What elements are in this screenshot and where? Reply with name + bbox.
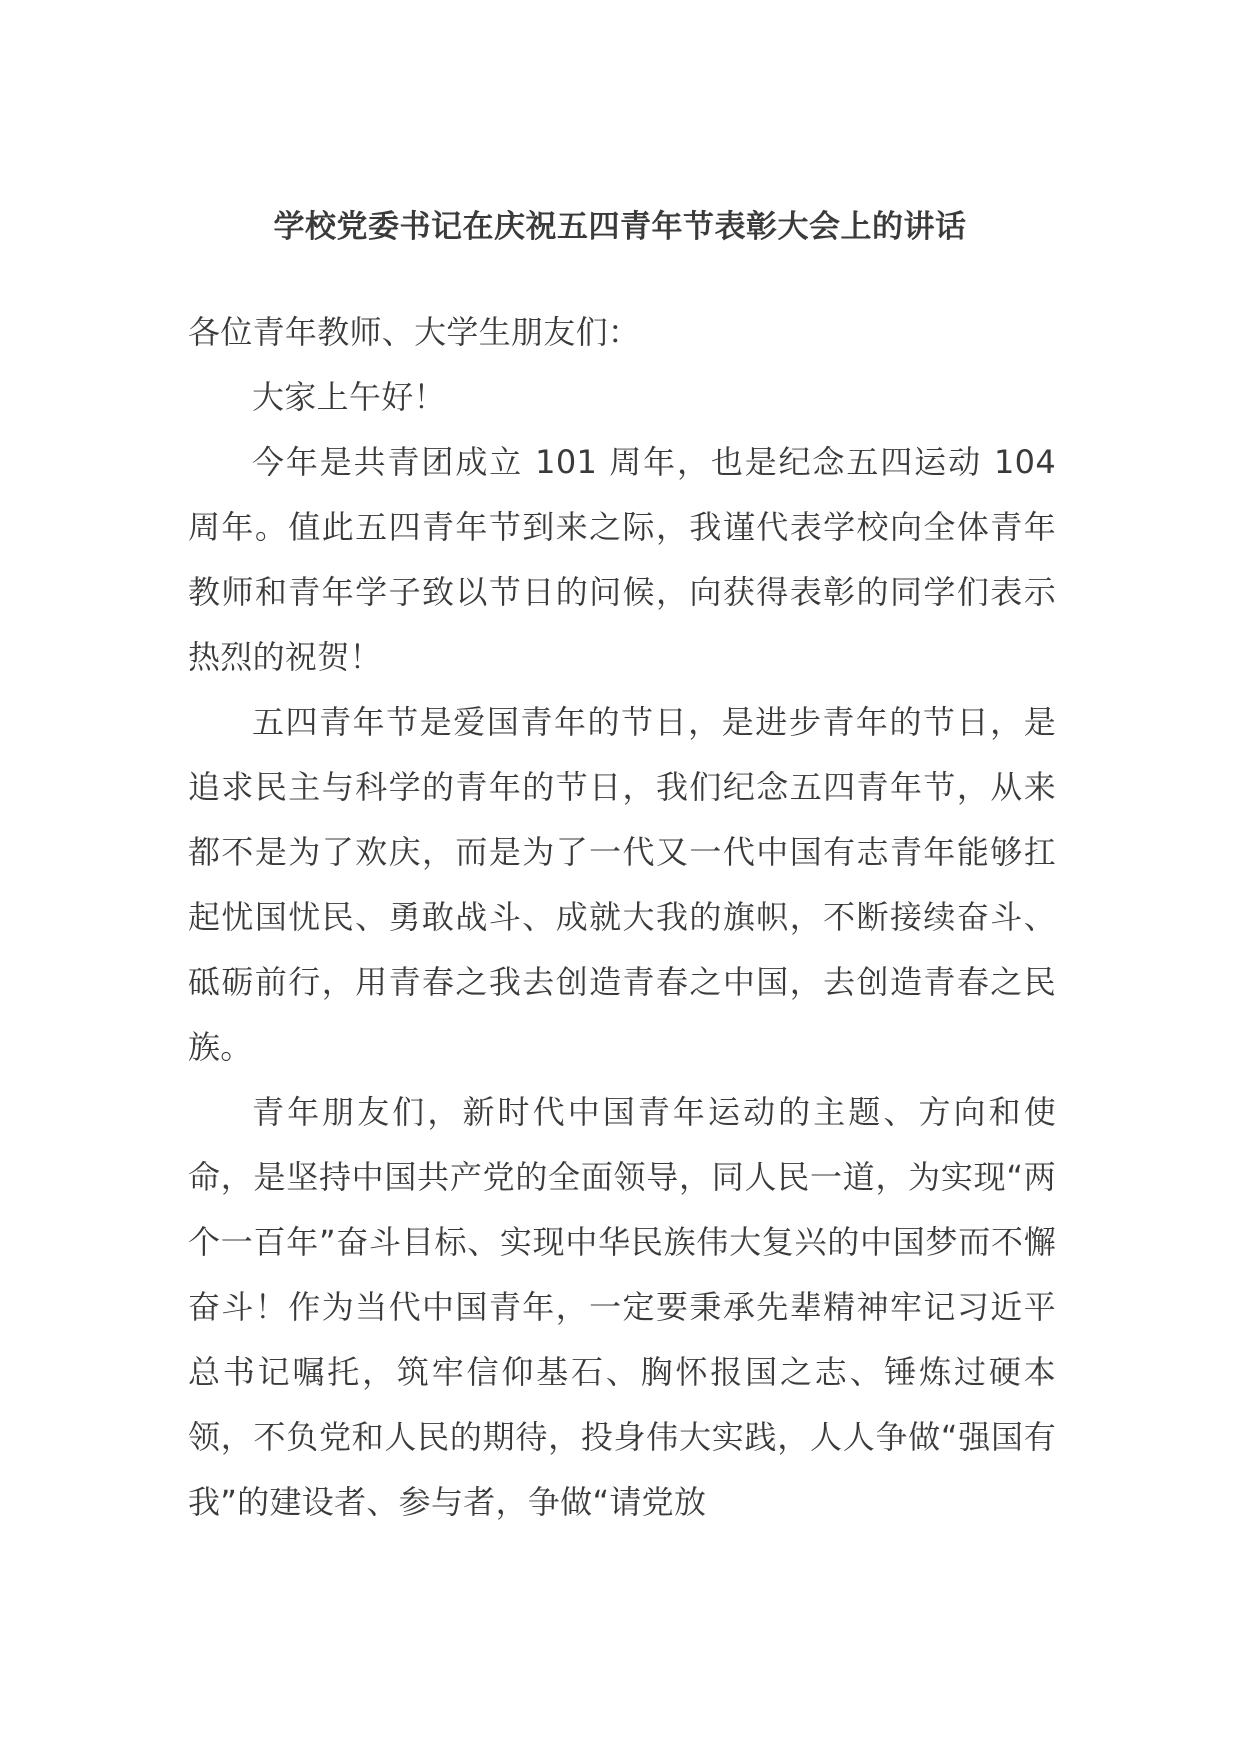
paragraph-youth-day: 五四青年节是爱国青年的节日，是进步青年的节日，是追求民主与科学的青年的节日，我们纪念五四青年节，从来都不是为了欢庆，而是为了一代又一代中国有志青年能够扛起忧国忧民、勇敢战斗、成就大我的旗帜，不断接续奋斗、砥砺前行，用青春之我去创造青春之中国，去创造青春之民族。 bbox=[188, 703, 1056, 1066]
document-body bbox=[188, 300, 1056, 1535]
paragraph-greeting: 大家上午好！ bbox=[252, 378, 446, 416]
document-title: 学校党委书记在庆祝五四青年节表彰大会上的讲话 bbox=[273, 209, 967, 245]
paragraph-mission: 青年朋友们，新时代中国青年运动的主题、方向和使命，是坚持中国共产党的全面领导，同人民一道，为实现“两个一百年”奋斗目标、实现中华民族伟大复兴的中国梦而不懈奋斗！作为当代中国青年，一定要秉承先辈精神牢记习近平总书记嘱托，筑牢信仰基石、胸怀报国之志、锤炼过硬本领，不负党和人民的期待，投身伟大实践，人人争做“强国有我”的建设者、参与者，争做“请党放 bbox=[188, 1093, 1056, 1521]
salutation: 各位青年教师、大学生朋友们： bbox=[188, 313, 641, 351]
paragraph-anniversary: 今年是共青团成立 101 周年，也是纪念五四运动 104 周年。值此五四青年节到来之际，我谨代表学校向全体青年教师和青年学子致以节日的问候，向获得表彰的同学们表示热烈的祝贺！ bbox=[188, 443, 1056, 676]
